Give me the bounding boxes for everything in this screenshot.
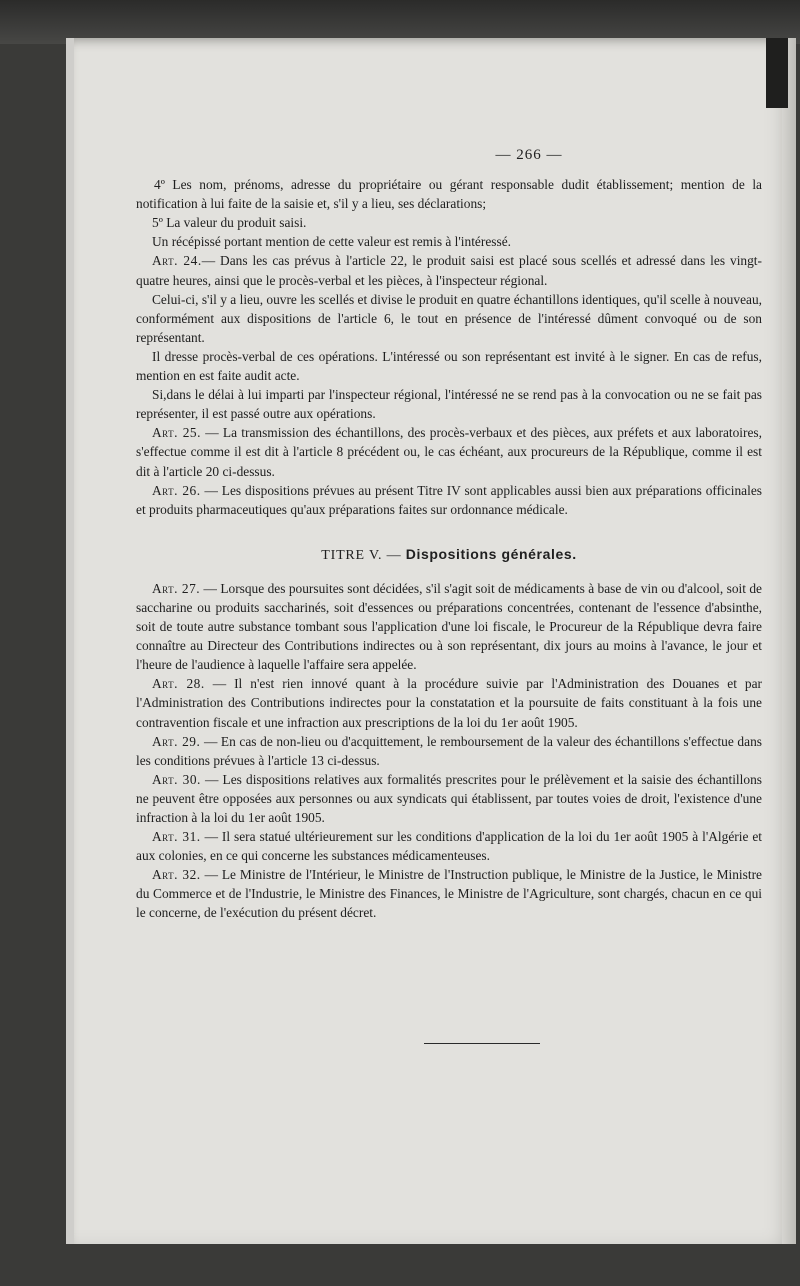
article-label: Art. 25. <box>152 425 201 441</box>
page-body <box>136 146 762 923</box>
article-label: Art. 24. <box>152 253 202 269</box>
article-text: — Les dispositions prévues au présent Titre IV sont applicables aussi bien aux préparations officinales et produits pharmaceutiques qu'aux préparations faites sur ordonnance médicale. <box>136 482 762 517</box>
closing-rule <box>424 1043 540 1044</box>
article-text: — Il sera statué ultérieurement sur les conditions d'application de la loi du 1er août 1905 à l'Algérie et aux colonies, en ce qui concerne les substances médicamenteuses. <box>136 829 762 864</box>
article-26 <box>136 481 762 519</box>
paragraph: Un récépissé portant mention de cette valeur est remis à l'intéressé. <box>152 234 511 250</box>
article-text: — La transmission des échantillons, des procès-verbaux et des pièces, aux préfets et aux laboratoires, s'effectue comme il est dit à l'article 8 précédent ou, le cas échéant, aux procureurs de la République, comme il est dit à l'article 20 ci-dessus. <box>136 425 762 479</box>
article-text: — Lorsque des poursuites sont décidées, s'il s'agit soit de médicaments à base de vin ou d'alcool, soit de saccharine ou produits saccharinés, soit d'essences ou préparations concentrées, contenant de l'essence d'absinthe, soit de toute autre substance tombant sous l'application d'une loi fiscale, le Procureur de la République devra faire connaître au Directeur des Contributions indirectes ou à son représentant, dix jours au moins à l'avance, le jour et l'heure de l'audience à laquelle l'affaire sera appelée. <box>136 580 762 673</box>
article-28 <box>136 674 762 731</box>
paragraph: Celui-ci, s'il y a lieu, ouvre les scellés et divise le produit en quatre échantillons identiques, qu'il scelle à nouveau, conformément aux dispositions de l'article 6, le tout en présence de l'intéressé dûment convoqué ou de son représentant. <box>136 291 762 345</box>
page-edge-shadow <box>782 38 796 1244</box>
paragraph: 4º Les nom, prénoms, adresse du propriétaire ou gérant responsable dudit établissement; mention de la notification à lui faite de la saisie et, s'il y a lieu, ses déclarations; <box>136 177 762 212</box>
article-text: — Il n'est rien innové quant à la procédure suivie par l'Administration des Douanes et par l'Administration des Contributions indirectes pour la constatation et la poursuite de faits constituant à la fois une contravention fiscale et une infraction aux prescriptions de la loi du 1er août 1905. <box>136 676 762 730</box>
article-32 <box>136 865 762 922</box>
page-number: — 266 — <box>495 147 563 163</box>
article-text: — En cas de non-lieu ou d'acquittement, le remboursement de la valeur des échantillons s'effectue dans les conditions prévues à l'article 13 ci-dessus. <box>136 733 762 768</box>
article-text: — Les dispositions relatives aux formalités prescrites pour le prélèvement et la saisie des échantillons ne peuvent être opposées aux personnes ou aux syndicats qui établissent, par toutes voies de droit, l'existence d'une infraction à la loi du 1er août 1905. <box>136 771 762 825</box>
article-label: Art. 32. <box>152 867 201 883</box>
article-text: — Dans les cas prévus à l'article 22, le produit saisi est placé sous scellés et adressé dans les vingt-quatre heures, ainsi que le procès-verbal et les pièces, à l'inspecteur régional. <box>136 253 762 288</box>
article-label: Art. 28. <box>152 676 205 692</box>
article-label: Art. 30. <box>152 771 201 787</box>
paragraph: Si,dans le délai à lui imparti par l'inspecteur régional, l'intéressé ne se rend pas à la convocation ou ne se fait pas représenter, il est passé outre aux opérations. <box>136 387 762 422</box>
article-label: Art. 26. <box>152 482 201 498</box>
article-label: Art. 29. <box>152 733 201 749</box>
section-heading-prefix: TITRE V. — <box>321 547 402 563</box>
article-label: Art. 27. <box>152 580 201 596</box>
paragraph: 5º La valeur du produit saisi. <box>152 215 307 231</box>
article-30 <box>136 770 762 827</box>
article-text: — Le Ministre de l'Intérieur, le Ministre de l'Instruction publique, le Ministre de la Justice, le Ministre du Commerce et de l'Industrie, le Ministre des Finances, le Ministre de l'Agriculture, sont chargés, chacun en ce qui le concerne, de l'exécution du présent décret. <box>136 867 762 921</box>
article-25 <box>136 423 762 480</box>
article-29 <box>136 732 762 770</box>
section-heading-title: Dispositions générales. <box>405 545 577 562</box>
binding-mark <box>766 38 788 108</box>
article-27 <box>136 579 762 674</box>
article-24 <box>136 251 762 289</box>
article-31 <box>136 827 762 865</box>
article-label: Art. 31. <box>152 829 201 845</box>
paragraph: Il dresse procès-verbal de ces opérations. L'intéressé ou son représentant est invité à le signer. En cas de refus, mention en est faite audit acte. <box>136 348 762 384</box>
section-heading <box>136 545 762 565</box>
